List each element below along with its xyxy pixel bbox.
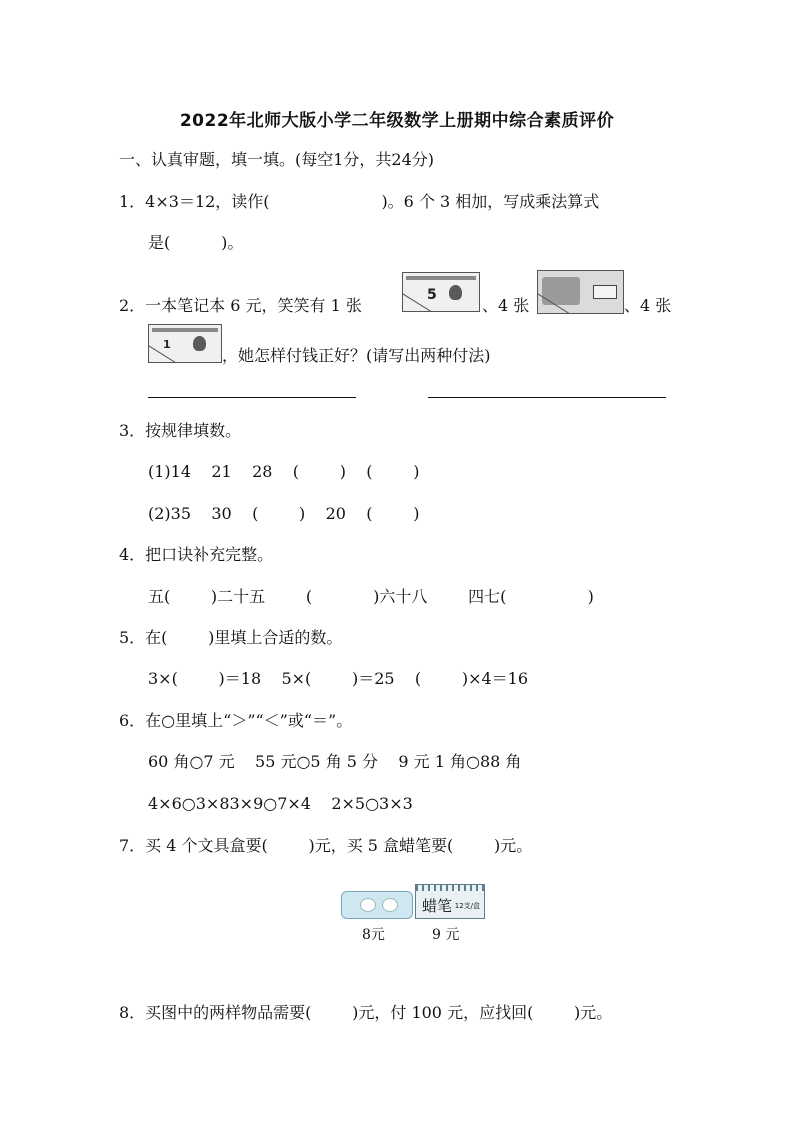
crayon-box-image: 蜡笔 12支/盒 [415, 884, 485, 919]
question-7-line-1: 7．买 4 个文具盒要( )元，买 5 盒蜡笔要( )元。 [119, 836, 533, 855]
crayon-box-price: 9 元 [432, 927, 460, 943]
answer-line-2[interactable] [428, 397, 666, 398]
question-3-line-1: 3．按规律填数。 [119, 421, 242, 440]
question-2-line-2: ，她怎样付钱正好？(请写出两种付法) [222, 346, 491, 365]
question-5-line-1: 5．在( )里填上合适的数。 [119, 628, 343, 647]
question-5-line-2: 3×( )＝18 5×( )＝25 ( )×4＝16 [148, 669, 529, 688]
question-1-line-1: 1．4×3＝12，读作( )。6 个 3 相加，写成乘法算式 [119, 192, 600, 211]
question-2-text-1: 2．一本笔记本 6 元，笑笑有 1 张 [119, 296, 362, 315]
question-3-line-2: (1)14 21 28 ( ) ( ) [148, 462, 420, 481]
question-6-line-3: 4×6○3×83×9○7×4 2×5○3×3 [148, 794, 413, 813]
pencil-case-image [341, 891, 413, 919]
answer-line-1[interactable] [148, 397, 356, 398]
question-4-line-2: 五( )二十五 ( )六十八 四七( ) [148, 587, 594, 606]
section-heading: 一、认真审题，填一填。(每空1分，共24分) [119, 150, 435, 169]
question-1-line-2: 是( )。 [148, 233, 244, 252]
five-jiao-note-image [537, 270, 624, 314]
one-yuan-note-image: 1 [148, 324, 222, 363]
pencil-case-price: 8元 [362, 927, 385, 943]
question-4-line-1: 4．把口诀补充完整。 [119, 545, 274, 564]
question-3-line-3: (2)35 30 ( ) 20 ( ) [148, 504, 420, 523]
question-2-text-3: 、4 张 [624, 296, 672, 315]
five-yuan-note-image: 5 [402, 272, 480, 312]
page-title: 2022年北师大版小学二年级数学上册期中综合素质评价 [179, 111, 615, 131]
question-6-line-1: 6．在○里填上“＞”“＜”或“＝”。 [119, 711, 353, 730]
question-6-line-2: 60 角○7 元 55 元○5 角 5 分 9 元 1 角○88 角 [148, 752, 522, 771]
question-8-line-1: 8．买图中的两样物品需要( )元，付 100 元，应找回( )元。 [119, 1003, 613, 1022]
question-2-text-2: 、4 张 [482, 296, 530, 315]
